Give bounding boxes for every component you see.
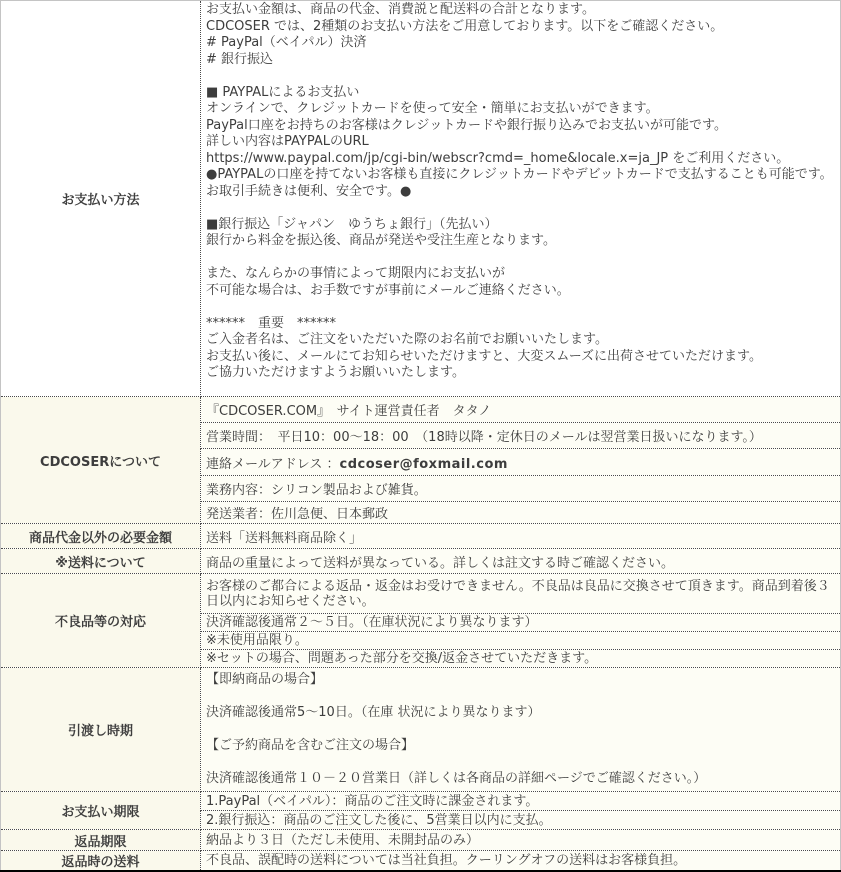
defective-row-unused-only: ※未使用品限り。 <box>201 632 841 650</box>
about-row-shipping-company: 発送業者：佐川急便、日本郵政 <box>201 502 841 524</box>
payment-deadline-row-bank: 2.銀行振込：商品のご注文した後に、5営業日以内に支払。 <box>201 811 841 830</box>
delivery-content: 【即納商品の場合】 決済確認後通常5～10日。（在庫 状況により異なります） 【ご予約商品を含むご注文の場合】 決済確認後通常１０－２０営業日（詳しくは各商品の詳細ページでご確認ください。） <box>201 668 841 792</box>
contact-email-label: 連絡メールアドレス ： <box>206 456 340 472</box>
about-row-contact-email <box>201 449 841 476</box>
about-header: CDCOSERについて <box>1 397 201 524</box>
shipping-note-content: 商品の重量によって送料が異なっている。詳しくは註文する時ご確認ください。 <box>201 549 841 574</box>
defective-header: 不良品等の対応 <box>1 574 201 668</box>
section-return-deadline <box>1 830 841 851</box>
payment-method-header: お支払い方法 <box>1 1 201 397</box>
payment-deadline-row-paypal: 1.PayPal（ベイパル）：商品のご注文時に課金されます。 <box>201 792 841 811</box>
contact-email-value: cdcoser@foxmail.com <box>339 456 508 472</box>
defective-row-return-policy: お客様のご都合による返品・返金はお受けできません。不良品は良品に交換させて頂きます。商品到着後３日以内にお知らせください。 <box>201 574 841 614</box>
return-deadline-header: 返品期限 <box>1 830 201 851</box>
shipping-note-header: ※送料について <box>1 549 201 574</box>
section-payment-method <box>1 1 841 397</box>
section-payment-deadline <box>1 792 841 811</box>
about-row-business-hours: 営業時間： 平日10：00～18：00 （18時以降・定休日のメールは翌営業日扱いになります。） <box>201 423 841 449</box>
return-shipping-header: 返品時の送料 <box>1 851 201 872</box>
section-delivery <box>1 668 841 792</box>
defective-row-exchange-days: 決済確認後通常２～５日。（在庫状況により異なります） <box>201 614 841 632</box>
extra-fees-content: 送料「送料無料商品除く」 <box>201 524 841 549</box>
section-shipping-note <box>1 549 841 574</box>
section-about <box>1 397 841 423</box>
about-row-site-manager: 『CDCOSER.COM』 サイト運営責任者 タタノ <box>201 397 841 423</box>
section-extra-fees <box>1 524 841 549</box>
payment-method-content: お支払い金額は、商品の代金、消費説と配送料の合計となります。 CDCOSER では、2種類のお支払い方法をご用意しております。以下をご確認ください。 # PayPal（ベイパル）決済 # 銀行振込 ■ PAYPALによるお支払い オンラインで、クレジットカードを使って安全・簡単にお支払いができます。 PayPal口座をお持ちのお客様はクレジットカードや銀行振り込みでお支払いが可能です。 詳しい内容はPAYPALのURL https://www.paypal.com/jp/cgi-bin/webscr?cmd=_home&locale.x=ja_JP をご利用ください。 ●PAYPALの口座を持てないお客様も直接にクレジットカードやデビットカードで支払することも可能です。 お取引手続きは便利、安全です。● ■銀行振込「ジャパン ゆうちょ銀行」（先払い） 銀行から料金を振込後、商品が発送や受注生産となります。 また、なんらかの事情によって期限内にお支払いが 不可能な場合は、お手数ですが事前にメールご連絡ください。 ****** 重要 ****** ご入金者名は、ご注文をいただいた際のお名前でお願いいたします。 お支払い後に、メールにてお知らせいただけますと、大変スムーズに出荷させていただけます。 ご協力いただけますようお願いいたします。 <box>201 1 841 397</box>
return-shipping-content: 不良品、誤配時の送料については当社負担。クーリングオフの送料はお客様負担。 <box>201 851 841 872</box>
return-deadline-content: 納品より３日（ただし未使用、未開封品のみ） <box>201 830 841 851</box>
payment-deadline-header: お支払い期限 <box>1 792 201 830</box>
defective-row-set-policy: ※セットの場合、問題あった部分を交換/返金させていただきます。 <box>201 650 841 668</box>
extra-fees-header: 商品代金以外の必要金額 <box>1 524 201 549</box>
about-row-business-content: 業務内容：シリコン製品および雑貨。 <box>201 476 841 502</box>
delivery-header: 引渡し時期 <box>1 668 201 792</box>
section-defective <box>1 574 841 614</box>
